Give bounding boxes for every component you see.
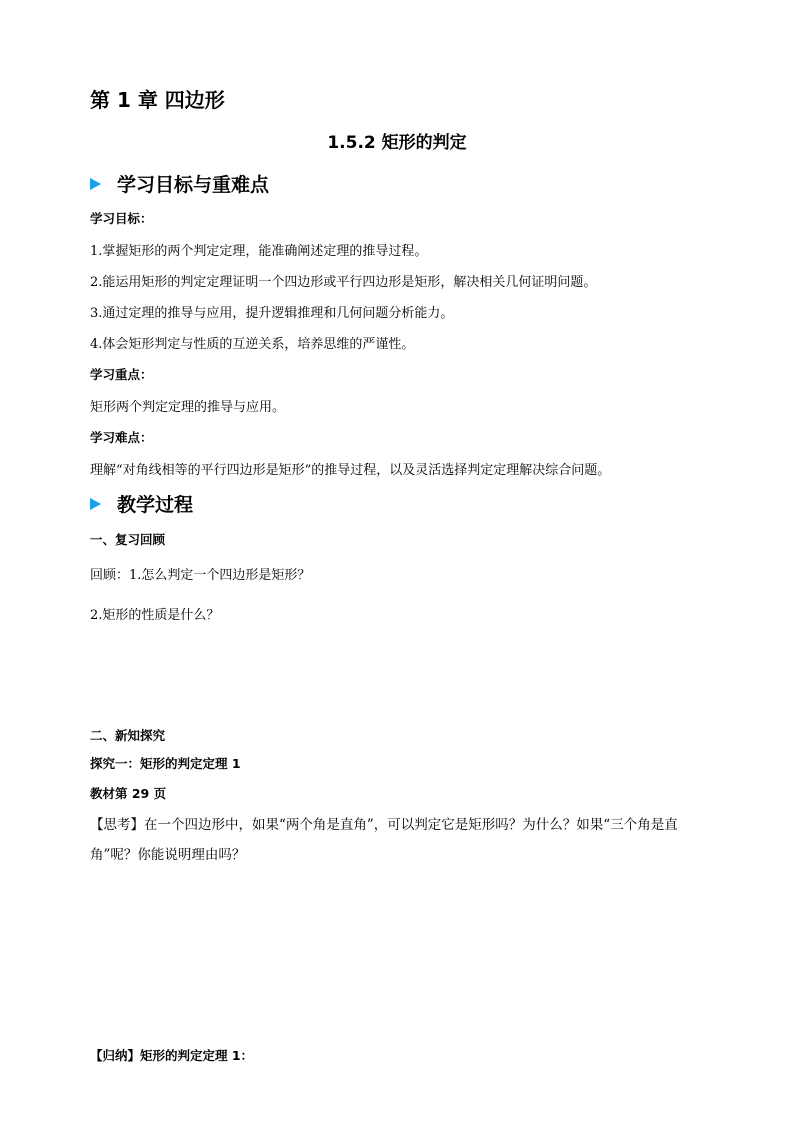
objective-item-1: 1.掌握矩形的两个判定定理，能准确阐述定理的推导过程。: [90, 244, 428, 259]
review-question-1: 回顾：1.怎么判定一个四边形是矩形？: [90, 568, 311, 583]
summary-label: 【归纳】矩形的判定定理 1：: [90, 1048, 254, 1063]
difficulties-text: 理解“对角线相等的平行四边形是矩形”的推导过程，以及灵活选择判定定理解决综合问题。: [90, 463, 611, 478]
key-points-label: 学习重点：: [90, 367, 153, 382]
objective-item-4: 4.体会矩形判定与性质的互逆关系，培养思维的严谨性。: [90, 337, 415, 352]
difficulties-label: 学习难点：: [90, 430, 153, 445]
section-process-heading: [90, 490, 193, 517]
review-question-2: 2.矩形的性质是什么？: [90, 608, 220, 623]
key-points-text: 矩形两个判定定理的推导与应用。: [90, 400, 286, 415]
section-process-title: 教学过程: [117, 494, 194, 516]
explore-heading: 二、新知探究: [90, 728, 166, 743]
objective-item-2: 2.能运用矩形的判定定理证明一个四边形或平行四边形是矩形，解决相关几何证明问题。: [90, 275, 597, 290]
section-objectives-heading: [90, 170, 269, 197]
explore-subheading-1: 探究一：矩形的判定定理 1: [90, 756, 241, 771]
chapter-title: 第 1 章 四边形: [90, 88, 225, 112]
textbook-page-ref: 教材第 29 页: [90, 786, 167, 801]
think-question: 【思考】在一个四边形中，如果“两个角是直角”，可以判定它是矩形吗？为什么？如果“三个角是直角”呢？你能说明理由吗？: [90, 817, 678, 863]
lesson-title: 1.5.2 矩形的判定: [327, 133, 467, 153]
objective-item-3: 3.通过定理的推导与应用，提升逻辑推理和几何问题分析能力。: [90, 306, 454, 321]
section-objectives-title: 学习目标与重难点: [117, 174, 270, 196]
triangle-right-icon: [90, 178, 101, 190]
triangle-right-icon: [90, 498, 101, 510]
review-heading: 一、复习回顾: [90, 532, 166, 547]
objectives-label: 学习目标：: [90, 211, 153, 226]
